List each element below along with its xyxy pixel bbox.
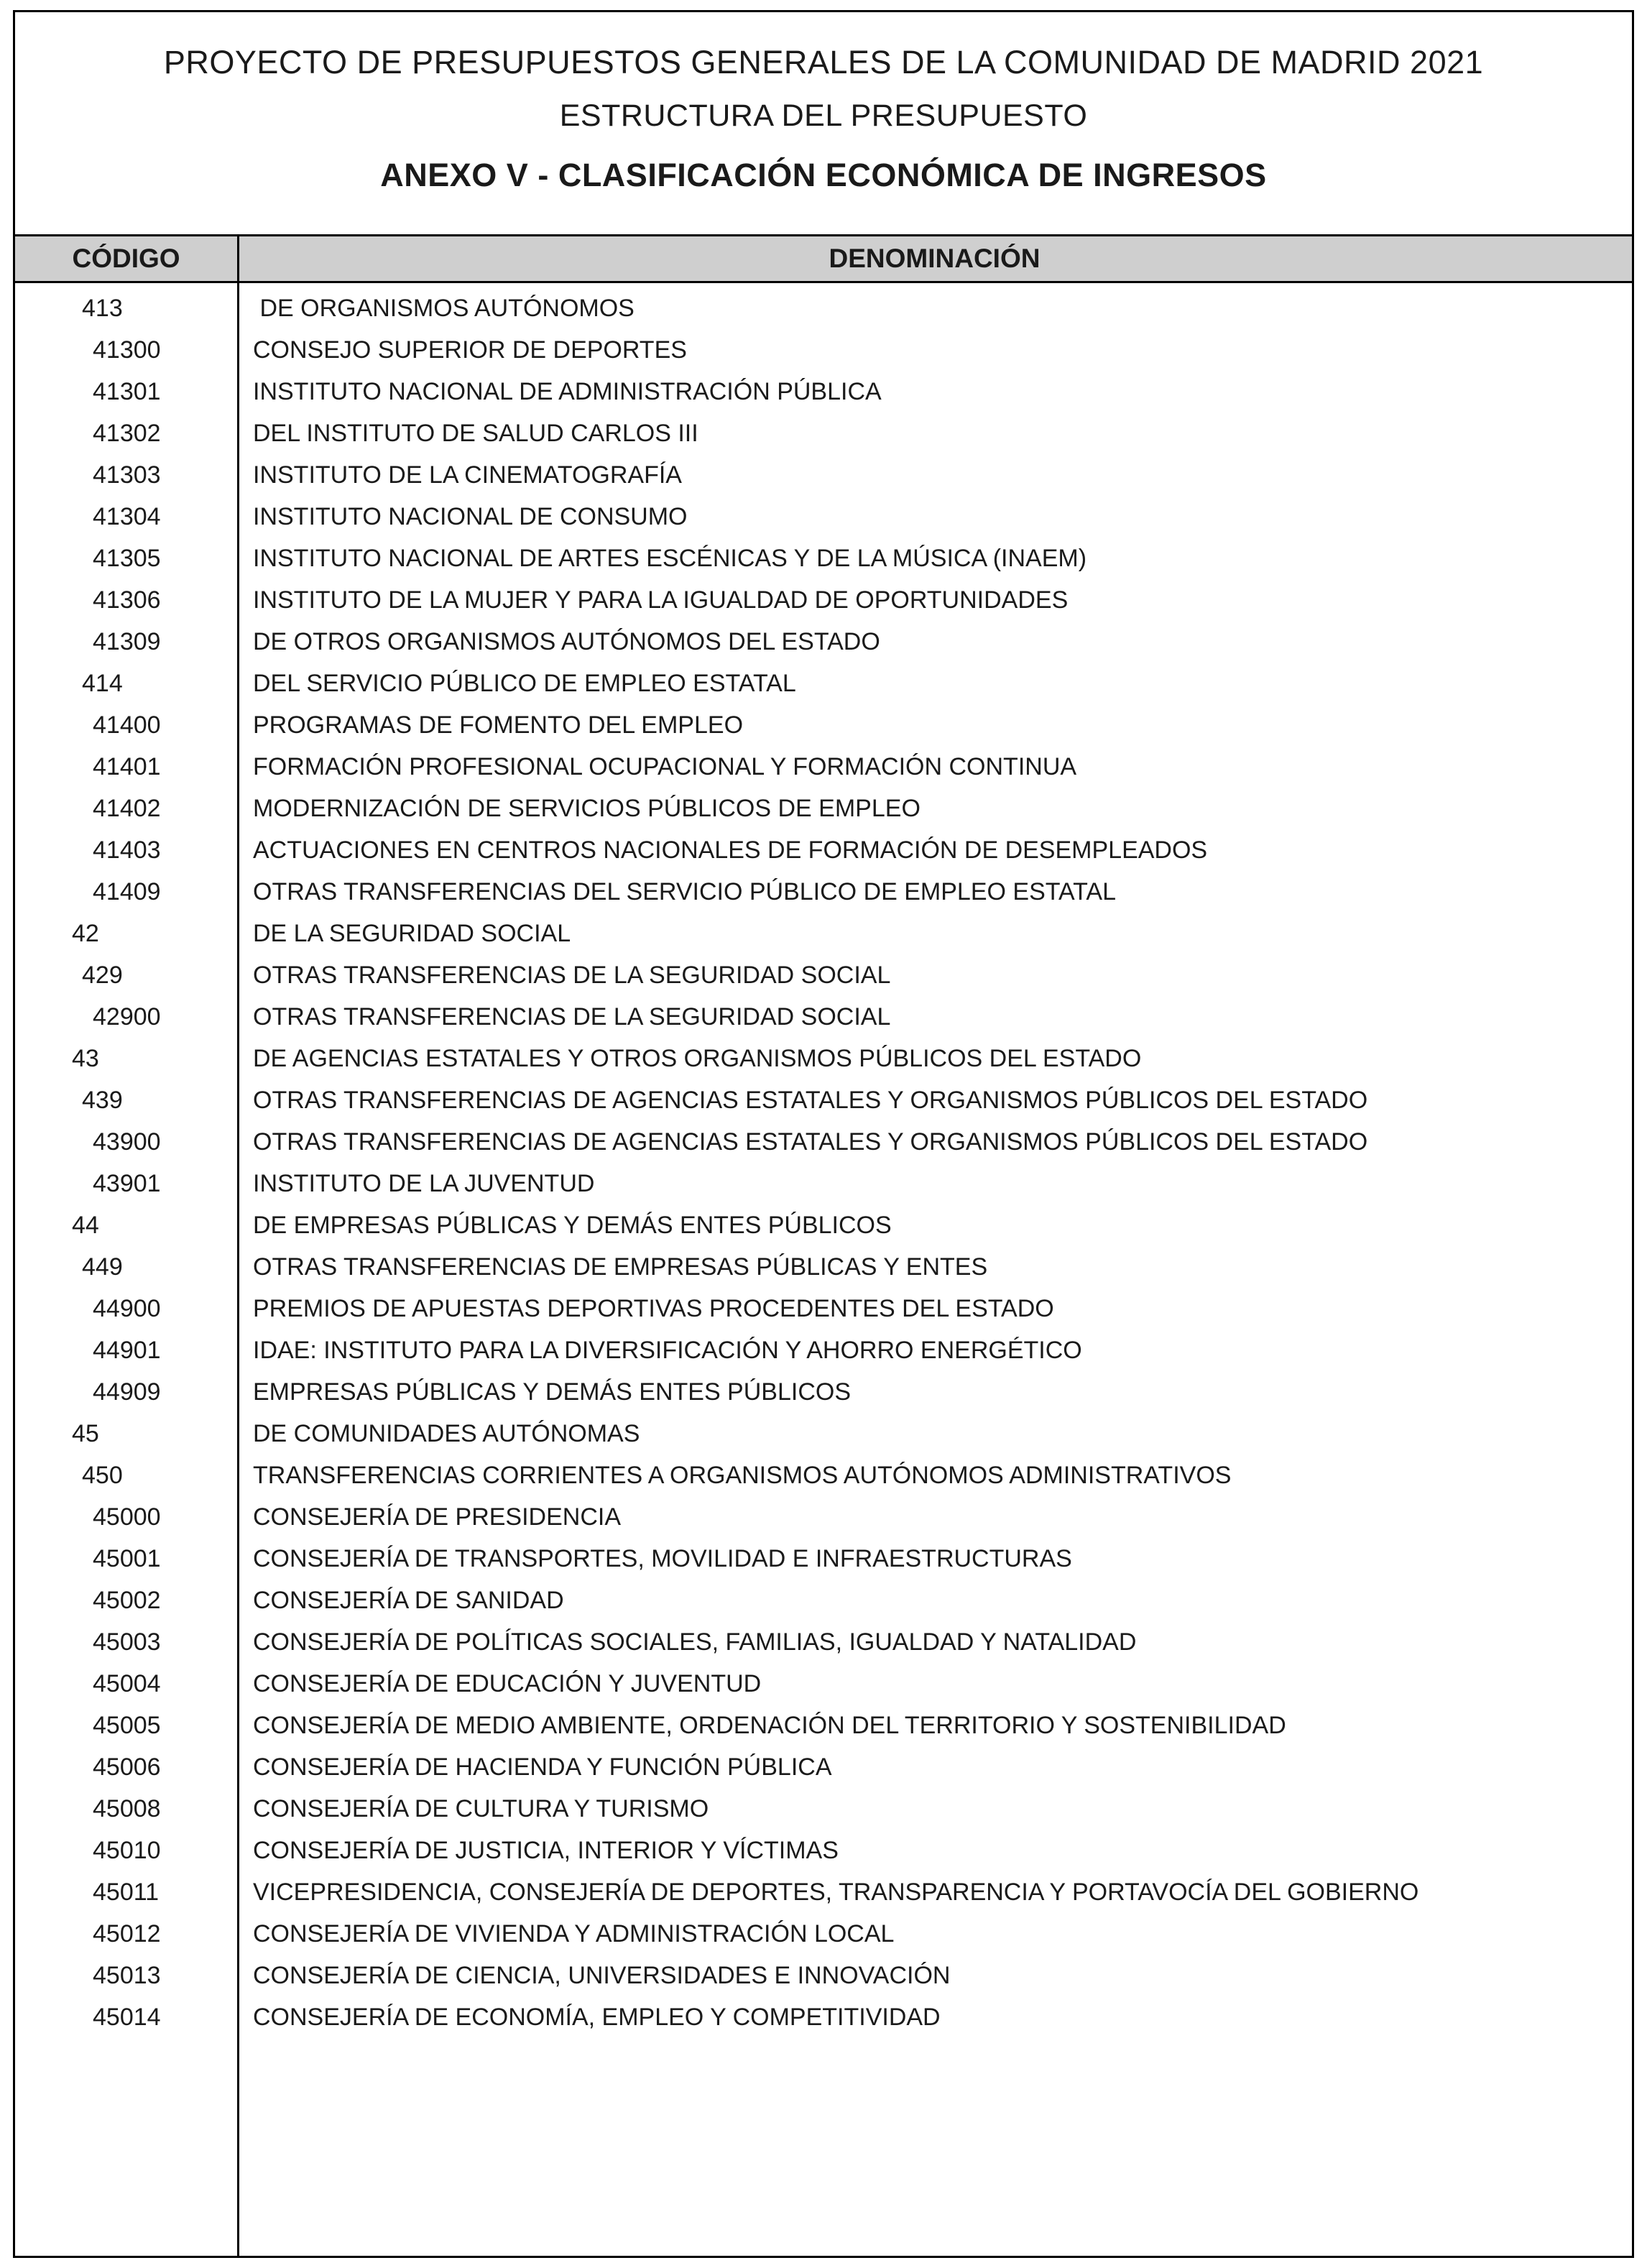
title-line-3: ANEXO V - CLASIFICACIÓN ECONÓMICA DE INGRESOS — [380, 157, 1267, 193]
row-code: 43900 — [93, 1128, 161, 1156]
row-denomination: CONSEJERÍA DE MEDIO AMBIENTE, ORDENACIÓN DEL TERRITORIO Y SOSTENIBILIDAD — [253, 1711, 1286, 1739]
title-line-1: PROYECTO DE PRESUPUESTOS GENERALES DE LA COMUNIDAD DE MADRID 2021 — [163, 44, 1484, 80]
row-denomination: FORMACIÓN PROFESIONAL OCUPACIONAL Y FORMACIÓN CONTINUA — [253, 752, 1077, 780]
row-denomination: ACTUACIONES EN CENTROS NACIONALES DE FORMACIÓN DE DESEMPLEADOS — [253, 836, 1208, 864]
row-code: 45001 — [93, 1544, 161, 1572]
row-code: 41305 — [93, 544, 161, 572]
table-row — [15, 1913, 1632, 1955]
table-row — [15, 1413, 1632, 1455]
row-denomination: VICEPRESIDENCIA, CONSEJERÍA DE DEPORTES, TRANSPARENCIA Y PORTAVOCÍA DEL GOBIERNO — [253, 1878, 1419, 1906]
table-row — [15, 621, 1632, 663]
row-code: 45010 — [93, 1836, 161, 1864]
row-denomination: CONSEJERÍA DE ECONOMÍA, EMPLEO Y COMPETITIVIDAD — [253, 2003, 941, 2031]
row-code: 45014 — [93, 2003, 161, 2031]
row-code: 44909 — [93, 1378, 161, 1406]
row-denomination: DEL SERVICIO PÚBLICO DE EMPLEO ESTATAL — [253, 669, 796, 697]
table-row — [15, 1121, 1632, 1163]
row-denomination: DE COMUNIDADES AUTÓNOMAS — [253, 1419, 640, 1447]
table-row — [15, 871, 1632, 913]
row-code: 41303 — [93, 461, 161, 489]
column-header-codigo: CÓDIGO — [72, 244, 180, 273]
table-row — [15, 371, 1632, 412]
table-row — [15, 1663, 1632, 1705]
column-header-denominacion: DENOMINACIÓN — [829, 244, 1041, 273]
row-denomination: CONSEJO SUPERIOR DE DEPORTES — [253, 336, 687, 364]
table-row — [15, 1288, 1632, 1329]
row-code: 45000 — [93, 1503, 161, 1531]
row-denomination: TRANSFERENCIAS CORRIENTES A ORGANISMOS AUTÓNOMOS ADMINISTRATIVOS — [253, 1461, 1232, 1489]
row-denomination: PROGRAMAS DE FOMENTO DEL EMPLEO — [253, 711, 744, 739]
row-denomination: INSTITUTO DE LA CINEMATOGRAFÍA — [253, 461, 682, 489]
table-row — [15, 1705, 1632, 1746]
row-code: 41301 — [93, 377, 161, 405]
row-code: 45005 — [93, 1711, 161, 1739]
row-denomination: CONSEJERÍA DE PRESIDENCIA — [253, 1503, 622, 1531]
row-denomination: EMPRESAS PÚBLICAS Y DEMÁS ENTES PÚBLICOS — [253, 1378, 852, 1406]
row-denomination: PREMIOS DE APUESTAS DEPORTIVAS PROCEDENTES DEL ESTADO — [253, 1294, 1054, 1322]
table-row — [15, 1329, 1632, 1371]
row-code: 41300 — [93, 336, 161, 364]
table-row — [15, 1538, 1632, 1580]
row-denomination: CONSEJERÍA DE SANIDAD — [253, 1586, 564, 1614]
row-code: 42900 — [93, 1002, 161, 1031]
table-row — [15, 1204, 1632, 1246]
table-row — [15, 287, 1632, 329]
row-denomination: CONSEJERÍA DE TRANSPORTES, MOVILIDAD E INFRAESTRUCTURAS — [253, 1544, 1072, 1572]
row-denomination: INSTITUTO NACIONAL DE CONSUMO — [253, 502, 688, 530]
table-row — [15, 1246, 1632, 1288]
table-row — [15, 412, 1632, 454]
row-denomination: CONSEJERÍA DE HACIENDA Y FUNCIÓN PÚBLICA — [253, 1753, 832, 1781]
table-row — [15, 1455, 1632, 1496]
row-code: 449 — [82, 1253, 123, 1281]
row-code: 41304 — [93, 502, 161, 530]
row-denomination: OTRAS TRANSFERENCIAS DE AGENCIAS ESTATALES Y ORGANISMOS PÚBLICOS DEL ESTADO — [253, 1128, 1368, 1156]
table-row — [15, 1996, 1632, 2038]
table-row — [15, 454, 1632, 496]
row-denomination: DEL INSTITUTO DE SALUD CARLOS III — [253, 419, 698, 447]
row-code: 45008 — [93, 1794, 161, 1822]
row-code: 44900 — [93, 1294, 161, 1322]
row-code: 45012 — [93, 1919, 161, 1947]
row-code: 41400 — [93, 711, 161, 739]
table-row — [15, 329, 1632, 371]
row-denomination: DE EMPRESAS PÚBLICAS Y DEMÁS ENTES PÚBLICOS — [253, 1211, 892, 1239]
table-row — [15, 704, 1632, 746]
row-code: 45013 — [93, 1961, 161, 1989]
row-denomination: INSTITUTO NACIONAL DE ADMINISTRACIÓN PÚBLICA — [253, 377, 882, 405]
row-denomination: DE AGENCIAS ESTATALES Y OTROS ORGANISMOS PÚBLICOS DEL ESTADO — [253, 1044, 1142, 1072]
table-row — [15, 663, 1632, 704]
income-classification-table — [15, 234, 1632, 2256]
row-denomination: DE LA SEGURIDAD SOCIAL — [253, 919, 571, 947]
table-row — [15, 1496, 1632, 1538]
row-denomination: OTRAS TRANSFERENCIAS DE AGENCIAS ESTATALES Y ORGANISMOS PÚBLICOS DEL ESTADO — [253, 1086, 1368, 1114]
row-denomination: MODERNIZACIÓN DE SERVICIOS PÚBLICOS DE EMPLEO — [253, 794, 921, 822]
row-code: 41309 — [93, 627, 161, 655]
row-code: 41402 — [93, 794, 161, 822]
table-row — [15, 538, 1632, 579]
row-code: 45 — [72, 1419, 99, 1447]
table-row — [15, 496, 1632, 538]
row-code: 43 — [72, 1044, 99, 1072]
row-code: 45004 — [93, 1669, 161, 1697]
table-row — [15, 913, 1632, 954]
row-denomination: OTRAS TRANSFERENCIAS DE LA SEGURIDAD SOCIAL — [253, 1002, 891, 1031]
row-code: 41302 — [93, 419, 161, 447]
row-denomination: DE OTROS ORGANISMOS AUTÓNOMOS DEL ESTADO — [253, 627, 880, 655]
table-row — [15, 746, 1632, 788]
row-denomination: CONSEJERÍA DE POLÍTICAS SOCIALES, FAMILIAS, IGUALDAD Y NATALIDAD — [253, 1628, 1137, 1656]
row-denomination: IDAE: INSTITUTO PARA LA DIVERSIFICACIÓN Y AHORRO ENERGÉTICO — [253, 1336, 1082, 1364]
row-code: 45006 — [93, 1753, 161, 1781]
table-row — [15, 579, 1632, 621]
table-row — [15, 1830, 1632, 1871]
row-code: 413 — [82, 294, 123, 322]
row-code: 41401 — [93, 752, 161, 780]
row-denomination: CONSEJERÍA DE EDUCACIÓN Y JUVENTUD — [253, 1669, 762, 1697]
table-row — [15, 1621, 1632, 1663]
row-code: 450 — [82, 1461, 123, 1489]
row-code: 429 — [82, 961, 123, 989]
row-code: 44901 — [93, 1336, 161, 1364]
table-row — [15, 996, 1632, 1038]
row-denomination: CONSEJERÍA DE CULTURA Y TURISMO — [253, 1794, 709, 1822]
table-row — [15, 1163, 1632, 1204]
row-code: 41409 — [93, 877, 161, 905]
row-denomination: CONSEJERÍA DE CIENCIA, UNIVERSIDADES E INNOVACIÓN — [253, 1961, 951, 1989]
row-denomination: DE ORGANISMOS AUTÓNOMOS — [253, 294, 635, 322]
row-code: 41403 — [93, 836, 161, 864]
table-row — [15, 1955, 1632, 1996]
table-row — [15, 1746, 1632, 1788]
row-code: 439 — [82, 1086, 123, 1114]
row-denomination: INSTITUTO NACIONAL DE ARTES ESCÉNICAS Y DE LA MÚSICA (INAEM) — [253, 544, 1087, 572]
table-row — [15, 1371, 1632, 1413]
row-denomination: INSTITUTO DE LA MUJER Y PARA LA IGUALDAD DE OPORTUNIDADES — [253, 586, 1069, 614]
row-code: 43901 — [93, 1169, 161, 1197]
table-row — [15, 829, 1632, 871]
row-denomination: OTRAS TRANSFERENCIAS DE LA SEGURIDAD SOCIAL — [253, 961, 891, 989]
row-code: 41306 — [93, 586, 161, 614]
table-row — [15, 1580, 1632, 1621]
table-row — [15, 1788, 1632, 1830]
document-header — [15, 12, 1632, 234]
table-row — [15, 954, 1632, 996]
row-code: 414 — [82, 669, 123, 697]
row-denomination: INSTITUTO DE LA JUVENTUD — [253, 1169, 595, 1197]
table-row — [15, 788, 1632, 829]
table-body — [15, 283, 1632, 2038]
table-row — [15, 1079, 1632, 1121]
row-code: 45011 — [93, 1878, 160, 1906]
document-page — [13, 10, 1634, 2258]
title-line-2: ESTRUCTURA DEL PRESUPUESTO — [559, 98, 1088, 133]
table-row — [15, 1871, 1632, 1913]
row-denomination: CONSEJERÍA DE VIVIENDA Y ADMINISTRACIÓN LOCAL — [253, 1919, 895, 1947]
row-code: 42 — [72, 919, 99, 947]
row-code: 44 — [72, 1211, 99, 1239]
row-code: 45002 — [93, 1586, 161, 1614]
row-denomination: OTRAS TRANSFERENCIAS DEL SERVICIO PÚBLICO DE EMPLEO ESTATAL — [253, 877, 1116, 905]
table-row — [15, 1038, 1632, 1079]
table-header-row — [15, 236, 1632, 283]
row-denomination: CONSEJERÍA DE JUSTICIA, INTERIOR Y VÍCTIMAS — [253, 1836, 839, 1864]
row-code: 45003 — [93, 1628, 161, 1656]
row-denomination: OTRAS TRANSFERENCIAS DE EMPRESAS PÚBLICAS Y ENTES — [253, 1253, 988, 1281]
